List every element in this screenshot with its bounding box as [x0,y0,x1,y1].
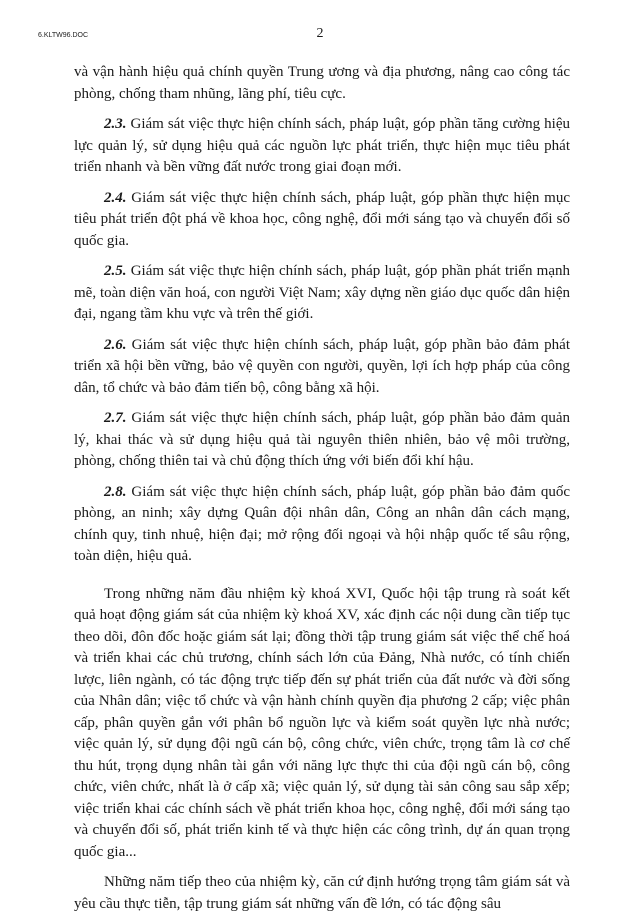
section-2-7 [74,408,570,473]
page-number: 2 [316,26,324,41]
paragraph-text: Giám sát việc thực hiện chính sách, pháp luật, góp phần bảo đảm quản lý, khai thác và sử dụng hiệu quả tài nguyên thiên nhiên, bảo vệ môi trường, phòng, chống thiên tai và chủ động thích ứng với biến đổi khí hậu. [74,410,570,469]
paragraph-text: Giám sát việc thực hiện chính sách, pháp luật, góp phần bảo đảm phát triển xã hội bền vững, bảo vệ quyền con người, quyền, lợi ích hợp pháp của công dân, tổ chức và bảo đảm tiến bộ, công bằng xã hội. [74,336,570,396]
section-2-6 [74,335,570,400]
section-number: 2.4. [104,189,127,206]
paragraph-text: và vận hành hiệu quả chính quyền Trung ương và địa phương, nâng cao công tác phòng, chống tham nhũng, lãng phí, tiêu cực. [74,64,570,102]
paragraph-continuation [74,62,570,105]
paragraph-text: Giám sát việc thực hiện chính sách, pháp luật, góp phần phát triển mạnh mẽ, toàn diện văn hoá, con người Việt Nam; xây dựng nền giáo dục quốc dân hiện đại, ngang tầm khu vực và trên thế giới. [74,263,570,322]
file-name: 6.KLTW96.DOC [38,32,89,39]
section-2-5 [74,261,570,326]
paragraph-text: Những năm tiếp theo của nhiệm kỳ, căn cứ định hướng trọng tâm giám sát và yêu cầu thực tiễn, tập trung giám sát những vấn đề lớn, có tác động sâu [74,874,570,912]
paragraph-text: Giám sát việc thực hiện chính sách, pháp luật, góp phần tăng cường hiệu lực quản lý, sử dụng hiệu quả các nguồn lực phát triển, thực hiện mục tiêu phát triển nhanh và bền vững đất nước trong giai đoạn mới. [74,116,570,175]
paragraph-first-years [74,584,570,864]
section-number: 2.8. [104,483,127,500]
section-number: 2.6. [104,336,127,353]
paragraph-text: Giám sát việc thực hiện chính sách, pháp luật, góp phần bảo đảm quốc phòng, an ninh; xây dựng Quân đội nhân dân, Công an nhân dân cách mạng, chính quy, tinh nhuệ, hiện đại; mở rộng đối ngoại và hội nhập quốc tế sâu rộng, toàn diện, hiệu quả. [74,483,570,564]
paragraph-text: Giám sát việc thực hiện chính sách, pháp luật, góp phần thực hiện mục tiêu phát triển đột phá về khoa học, công nghệ, đổi mới sáng tạo và chuyển đổi số quốc gia. [74,189,570,249]
paragraph-following-years [74,872,570,915]
section-number: 2.7. [104,410,127,426]
section-number: 2.3. [104,116,127,132]
section-number: 2.5. [104,263,127,279]
section-2-4 [74,188,570,253]
section-2-3 [74,114,570,179]
paragraph-text: Trong những năm đầu nhiệm kỳ khoá XVI, Quốc hội tập trung rà soát kết quả hoạt động giám sát của nhiệm kỳ khoá XV, xác định các nội dung cần tiếp tục theo dõi, đôn đốc hoặc giám sát lại; đồng thời tập trung giám sát việc thể chế hoá và triển khai các chủ trương, chính sách lớn của Đảng, Nhà nước, có tính chiến lược, liên ngành, có tác động trực tiếp đến sự phát triển của đất nước và đời sống của Nhân dân; việc tổ chức và vận hành chính quyền địa phương 2 cấp; việc phân cấp, phân quyền gắn với phân bổ nguồn lực và kiểm soát quyền lực nhà nước; việc quản lý, sử dụng đội ngũ cán bộ, công chức, viên chức, trọng tâm là cơ chế thu hút, trọng dụng nhân tài gắn với năng lực thực thi của đội ngũ cán bộ, công chức, viên chức, nhất là ở cấp xã; việc quản lý, sử dụng tài sản công sau sắp xếp; việc triển khai các chính sách về phát triển khoa học, công nghệ, đổi mới sáng tạo và chuyển đổi số, phát triển kinh tế và thực hiện các công trình, dự án quan trọng quốc gia... [74,585,570,860]
body-text [74,62,570,924]
section-2-8 [74,482,570,568]
